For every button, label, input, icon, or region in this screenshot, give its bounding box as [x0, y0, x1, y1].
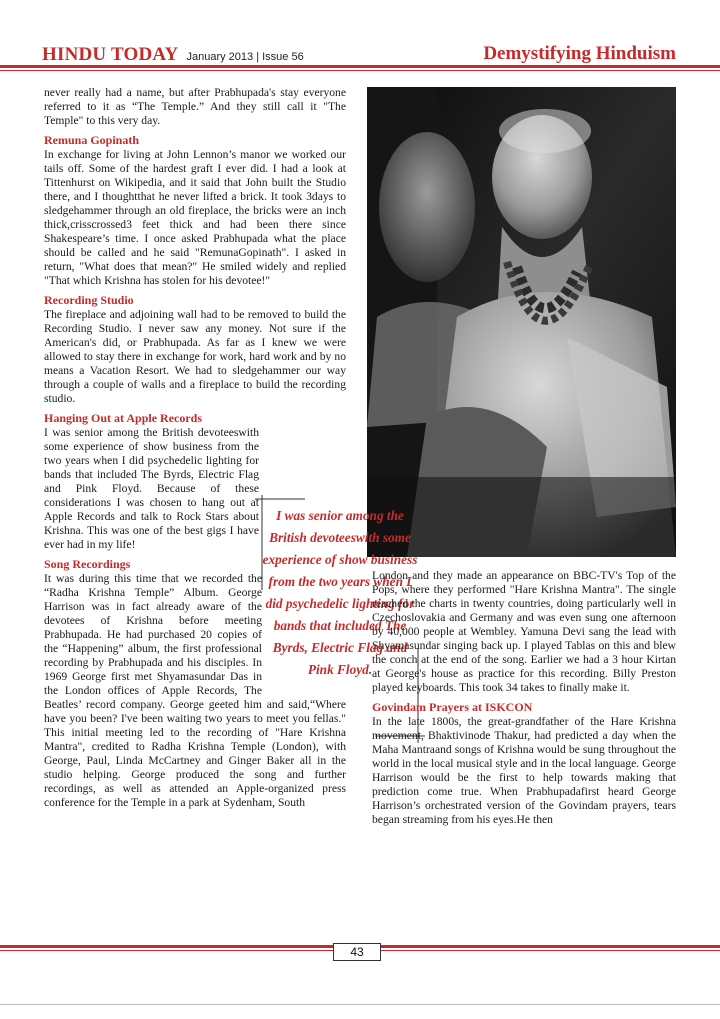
heading-remuna-gopinath: Remuna Gopinath [44, 133, 140, 147]
devotee-photo-graphic [367, 87, 676, 557]
pull-quote: I was senior among the British devoteeswith some experience of show business from the two years when I did psychedelic lighting for bands that included The Byrds, Electric Flag and Pink Floyd. [262, 508, 418, 677]
paragraph-apple-records: I was senior among the British devoteeswith some experience of show business from the two years when I did psychedelic lighting for bands that included The Byrds, Electric Flag and Pink Floyd. Because of these considerations I was chosen to hang out at Apple Records and talk to Rock Stars about Krishna. This was one of the best gigs I have ever had in my life! [44, 426, 259, 551]
heading-govindam-prayers: Govindam Prayers at ISKCON [372, 700, 533, 714]
paragraph-recording-studio: The fireplace and adjoining wall had to be removed to build the Recording Studio. I never saw any money. Not sure if the American's did, or Prabhupada. As far as I knew we were allowed to stay there in exchange for work, hard work and by no means a Vacation Resort. We had to sledgehammer our way through a couple of walls and a fireplace to build the recording studio. [44, 308, 346, 405]
magazine-title: HINDU TODAY [42, 44, 179, 65]
page-bottom-edge [0, 1004, 720, 1005]
intro-paragraph: never really had a name, but after Prabhupada's stay everyone referred to it as “The Temple.” And they still call it "The Temple" to this very day. [44, 86, 346, 127]
left-column [44, 86, 346, 810]
right-column [372, 569, 676, 827]
apple-records-wrap [44, 426, 259, 571]
paragraph-top-of-the-pops: London and they made an appearance on BBC-TV's Top of the Pops, where they performed "Hare Krishna Mantra". The single reached the charts in twenty countries, doing particularly well in Czechoslovakia and Germany and was even sung one afternoon by 40,000 people at Wembley. Yamuna Devi sang the lead with Shyamasundar singing back up. I played Tablas on this and blew the conch at the end of the song. Earlier we had a 3 hour Kirtan at George's house as practice for this recording. Billy Preston played keyboards. This took 34 takes to finally make it. [372, 569, 676, 694]
paragraph-remuna-gopinath: In exchange for living at John Lennon’s manor we worked our tails off. Some of the hardest graft I ever did. I had a look at Tittenhurst on Wikipedia, and it said that John built the Studio there, and I thoughtthat he never lifted a brick. It took 3days to sledgehammer through an old fireplace, the bricks were an inch thick,crisscrossed3 feet thick and had been there since Shakespeare’s time. I once asked Prabhupada what the place should be called and he said "RemunaGopinath". I asked in return, "What does that mean?" He smiled widely and replied "That which Krishna has stolen for his devotee!" [44, 148, 346, 287]
masthead [42, 44, 304, 66]
page-number: 43 [333, 943, 381, 961]
heading-song-recordings: Song Recordings [44, 557, 131, 571]
paragraph-govindam-prayers: In the late 1800s, the great-grandfather of the Hare Krishna movement, Bhaktivinode Thakur, had predicted a day when the Maha Mantraand songs of Krishna would be sung throughout the world in the local musical style and in the local language. George Harrison would be the first to help towards making that prediction come true. When Prabhupadafirst heard George Harrison’s orchestrated version of the Govindam prayers, tears began streaming from his eyes.He then [372, 715, 676, 826]
header-rule-thick [0, 65, 720, 68]
devotee-photo [367, 87, 676, 557]
heading-recording-studio: Recording Studio [44, 293, 134, 307]
section-title: Demystifying Hinduism [483, 43, 676, 64]
header-rule-thin [0, 70, 720, 71]
paragraph-song-recordings: It was during this time that we recorded the “Radha Krishna Temple” Album. George Harrison was in fact already aware of the devotees of Krishna before meeting Prabhupada. He had purchased 20 copies of the “Happening” album, the first professional recording by Prabhupada and his disciples. In 1969 George first met Shyamasundar Das in the London offices of Apple Records, The Beatles’ record company. George geeted him and said,“Where have you been? I've been waiting two years to meet you fellas." This initial meeting led to the recording of "Hare Krishna Mantra", credited to Radha Krishna Temple (London), with George, Paul, Linda McCartney and Ginger Baker all in the studio helping. George produced the song and further recordings, as well as attended an Apple-organized press conference for the Temple in a park at Sydenham, South [44, 572, 346, 809]
heading-apple-records: Hanging Out at Apple Records [44, 411, 203, 425]
issue-info: January 2013 | Issue 56 [186, 51, 304, 63]
